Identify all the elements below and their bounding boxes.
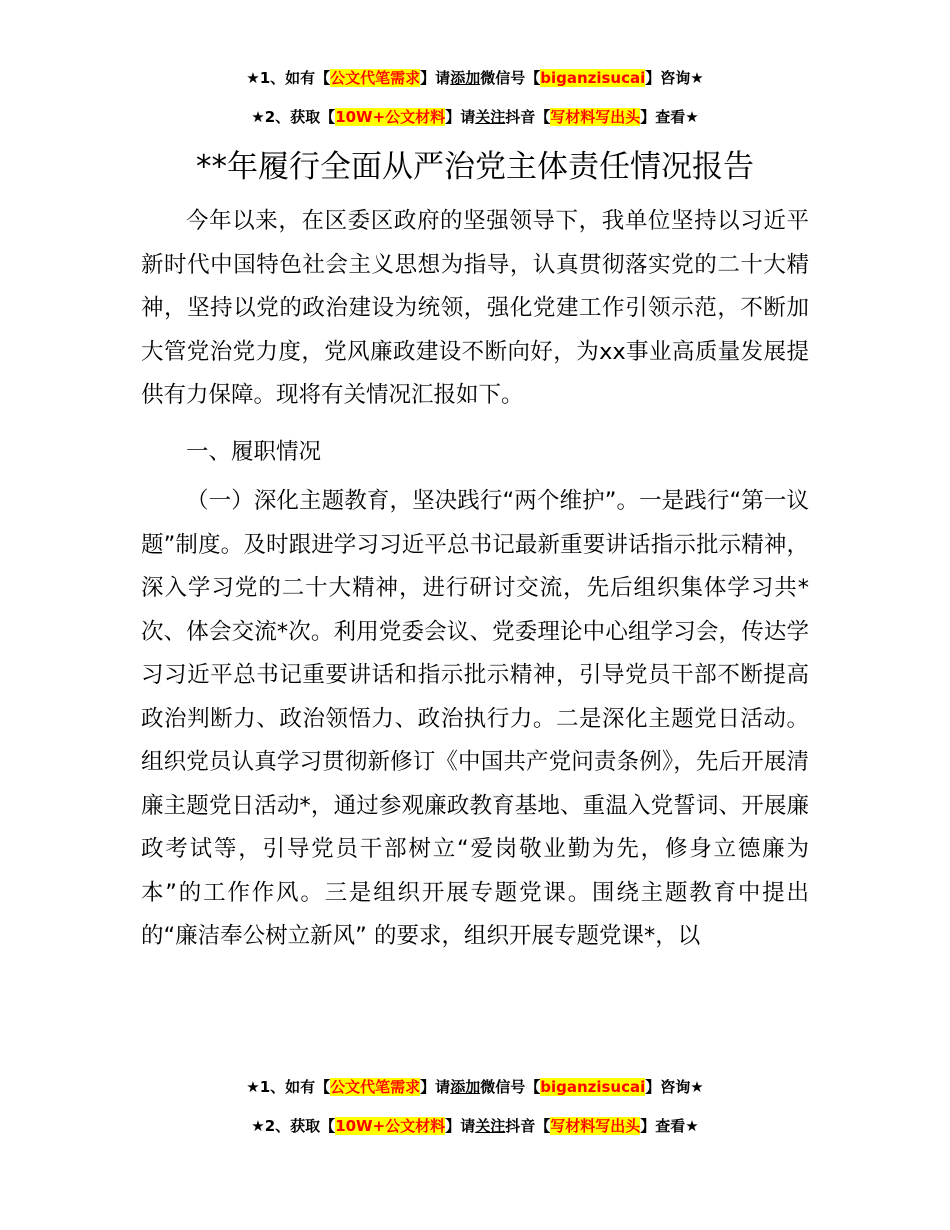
banner-highlight: 写材料写出头 [550,108,641,126]
banner-prefix: ★1、如有【 [246,69,331,87]
banner-highlight: 10W+公文材料 [335,108,446,126]
banner-prefix: ★2、获取【 [251,108,336,126]
banner-text: 】请 [420,69,451,87]
section-heading: 一、履职情况 [186,439,322,465]
banner-emphasis: 关注 [475,1117,506,1135]
bottom-banner-line-2 [0,1115,950,1137]
intro-paragraph: 今年以来，在区委区政府的坚强领导下，我单位坚持以习近平新时代中国特色社会主义思想为指导，认真贯彻落实党的二十大精神，坚持以党的政治建设为统领，强化党建工作引领示范，不断加大管党治党力度，党风廉政建设不断向好，为xx事业高质量发展提供有力保障。现将有关情况汇报如下。 [141,208,809,408]
banner-prefix: ★1、如有【 [246,1078,331,1096]
banner-suffix: 】查看★ [640,1117,699,1135]
banner-text: 】请 [420,1078,451,1096]
banner-highlight: biganzisucai [540,1078,646,1096]
top-banner-line-2 [0,106,950,128]
banner-emphasis: 添加 [450,69,481,87]
banner-highlight: 10W+公文材料 [335,1117,446,1135]
bottom-banner-line-1 [0,1076,950,1098]
banner-prefix: ★2、获取【 [251,1117,336,1135]
banner-text: 】请 [445,108,476,126]
banner-text: 微信号【 [480,69,541,87]
top-banner-line-1 [0,67,950,89]
banner-text: 抖音【 [505,108,551,126]
banner-highlight: 公文代笔需求 [330,69,421,87]
section-paragraph: （一）深化主题教育，坚决践行“两个维护”。一是践行“第一议题”制度。及时跟进学习习近平总书记最新重要讲话指示批示精神，深入学习党的二十大精神，进行研讨交流，先后组织集体学习共*次、体会交流*次。利用党委会议、党委理论中心组学习会，传达学习习近平总书记重要讲话和指示批示精神，引导党员干部不断提高政治判断力、政治领悟力、政治执行力。二是深化主题党日活动。组织党员认真学习贯彻新修订《中国共产党问责条例》，先后开展清廉主题党日活动*，通过参观廉政教育基地、重温入党誓词、开展廉政考试等，引导党员干部树立“爱岗敬业勤为先，修身立德廉为本”的工作作风。三是组织开展专题党课。围绕主题教育中提出的“廉洁奉公树立新风” 的要求，组织开展专题党课*，以 [141,488,809,949]
banner-highlight: biganzisucai [540,69,646,87]
document-title: **年履行全面从严治党主体责任情况报告 [196,149,754,185]
banner-suffix: 】咨询★ [645,1078,704,1096]
banner-highlight: 写材料写出头 [550,1117,641,1135]
banner-suffix: 】咨询★ [645,69,704,87]
banner-text: 】请 [445,1117,476,1135]
banner-text: 微信号【 [480,1078,541,1096]
banner-text: 抖音【 [505,1117,551,1135]
banner-emphasis: 添加 [450,1078,481,1096]
banner-highlight: 公文代笔需求 [330,1078,421,1096]
banner-emphasis: 关注 [475,108,506,126]
banner-suffix: 】查看★ [640,108,699,126]
